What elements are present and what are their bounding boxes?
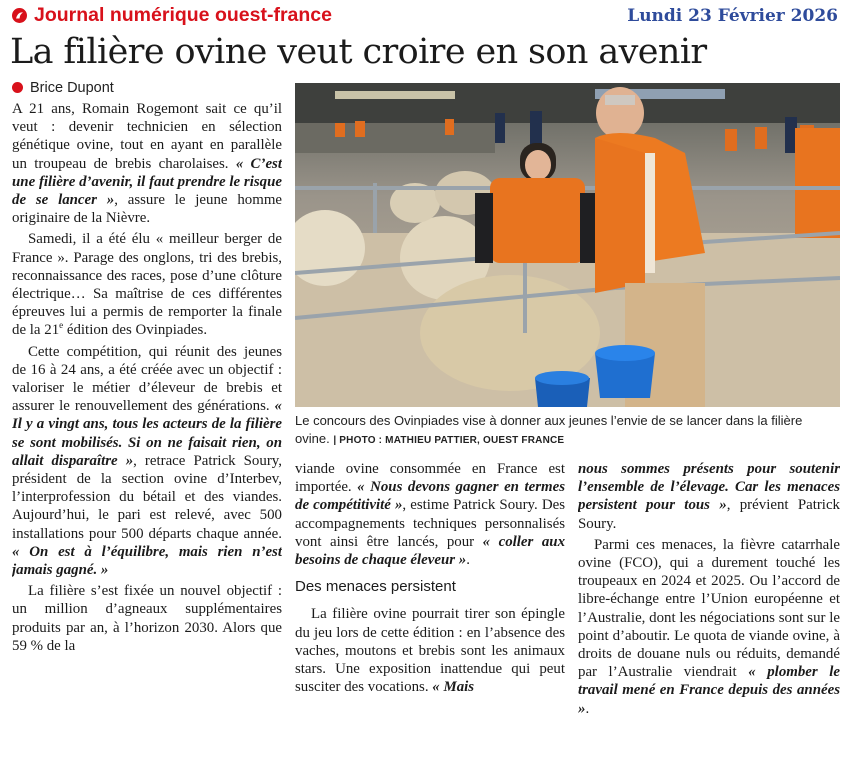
paragraph: La filière ovine pourrait tirer son épingle du jeu lors de cette édition : en l’absence des vaches, moutons et brebis sont les animaux stars. Une exposition inattendue qui peut susciter des vocations. « Mais (295, 606, 565, 696)
source-name: Journal numérique ouest-france (34, 4, 332, 26)
byline (12, 80, 114, 96)
paragraph: Samedi, il a été élu « meilleur berger de France ». Parage des onglons, tri des brebis, reconnaissance des races, pose d’une clôture électrique… Sa maîtrise de ces différentes épreuves lui a permis de remporter la finale de la 21e édition des Ovinpiades. (12, 231, 282, 339)
caption-text: Le concours des Ovinpiades vise à donner aux jeunes l’envie de se lancer dans la filière ovine. (295, 413, 803, 446)
article-headline: La filière ovine veut croire en son avenir (10, 32, 707, 72)
paragraph: nous sommes présents pour soutenir l’ensemble de l’élevage. Car les menaces persistent pour tous », prévient Patrick Soury. (578, 461, 840, 532)
section-subheading: Des menaces persistent (295, 578, 456, 596)
paragraph: viande ovine consommée en France est importée. « Nous devons gagner en termes de compétitivité », estime Patrick Soury. Des accompagnements techniques personnalisés vont ainsi être lancés, pour « coller aux besoins de chaque éleveur ». (295, 461, 565, 569)
paragraph: Cette compétition, qui réunit des jeunes de 16 à 24 ans, a été créée avec un objectif : valoriser le métier d’éleveur de brebis et assurer le renouvellement des générations. « Il y a vingt ans, tous les acteurs de la filière se sont mobilisés. Si on ne faisait rien, on allait disparaître », retrace Patrick Soury, président de la section ovine d’Interbev, l’interprofession du bétail et des viandes. Aujourd’hui, le pari est relevé, avec 500 installations pour 500 départs chaque année. « On est à l’équilibre, mais rien n’est jamais gagné. » (12, 343, 282, 579)
photo-caption (295, 412, 840, 450)
paragraph: La filière s’est fixée un nouvel objectif : un million d’agneaux supplémentaires produits par an, à l’horizon 2030. Alors que 59 % de la (12, 583, 282, 654)
ouest-france-logo-icon (12, 8, 27, 23)
publication-date: Lundi 23 Février 2026 (627, 6, 838, 26)
photo-credit: | PHOTO : MATHIEU PATTIER, OUEST FRANCE (333, 435, 565, 446)
byline-bullet-icon (12, 82, 23, 93)
paragraph: Parmi ces menaces, la fièvre catarrhale ovine (FCO), qui a durement touché les troupeaux en 2024 et 2025. Ou l’accord de libre-échange entre l’Union européenne et l’Australie, dont les négociations sont sur le point d’aboutir. Le quota de viande ovine, à droits de douane nuls ou réduits, demandé par l’Australie viendrait « plomber le travail mené en France depuis des années ». (578, 536, 840, 717)
article-column-2 (295, 460, 565, 772)
masthead (10, 4, 840, 28)
author-name: Brice Dupont (30, 80, 114, 96)
article-photo (295, 83, 840, 407)
article-column-3 (578, 460, 840, 772)
article-column-1 (12, 100, 282, 770)
paragraph: A 21 ans, Romain Rogemont sait ce qu’il veut : devenir technicien en sélection génétique ovine, tout en ayant en parallèle un troupeau de brebis charolaises. « C’est une filière d’avenir, il faut prendre le risque de se lancer », assure le jeune homme originaire de la Nièvre. (12, 101, 282, 227)
